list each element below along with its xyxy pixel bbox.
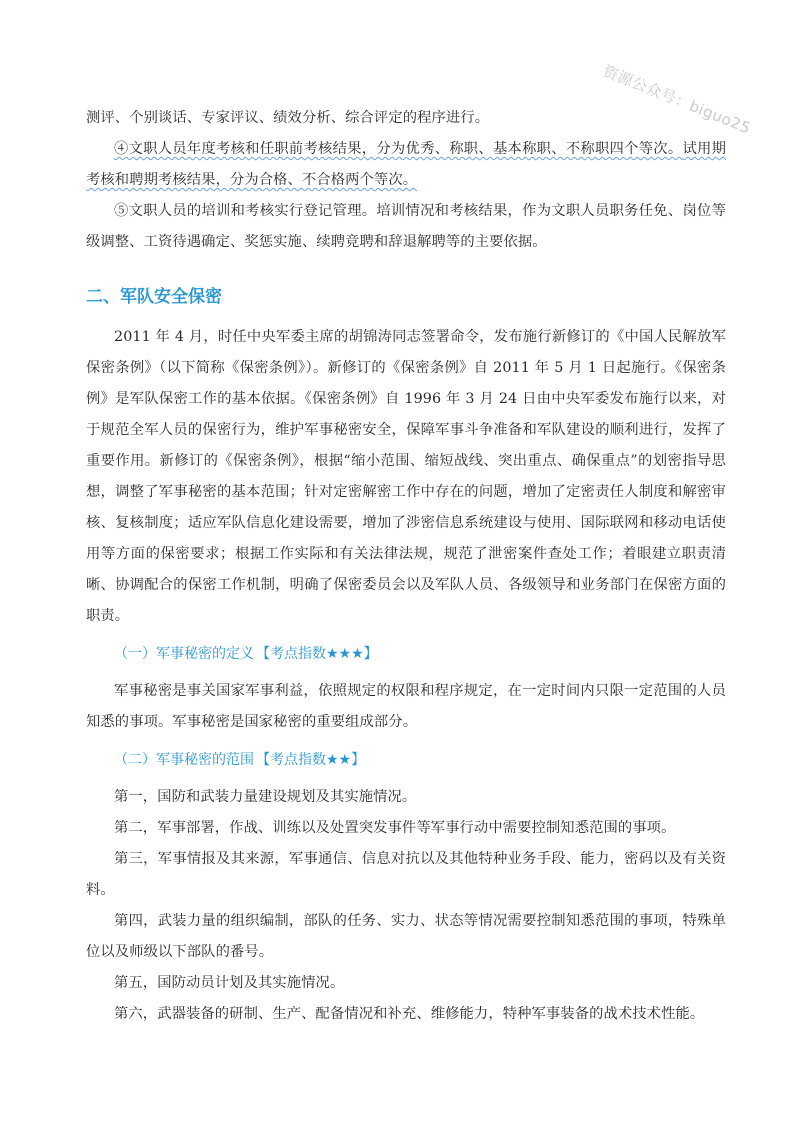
page-content [86, 103, 726, 1030]
subsection-2-rating: 【考点指数★★】 [256, 752, 366, 768]
item-4-part1: ④文职人员年度考核和任职前考核结果，分为优秀、称职、基本称职、不称职四个等次。 [114, 141, 683, 157]
section-paragraph: 2011 年 4 月，时任中央军委主席的胡锦涛同志签署命令，发布施行新修订的《中国人民解放军保密条例》（以下简称《保密条例》）。新修订的《保密条例》自 2011 年 5 月 1 日起施行。《保密条例》是军队保密工作的基本依据。《保密条例》自 1996 年 3 月 24 日由中央军委发布施行以来，对于规范全军人员的保密行为，维护军事秘密安全，保障军事斗争准备和军队建设的顺利进行，发挥了重要作用。新修订的《保密条例》，根据“缩小范围、缩短战线、突出重点、确保重点”的划密指导思想，调整了军事秘密的基本范围；针对定密解密工作中存在的问题，增加了定密责任人制度和解密审核、复核制度；适应军队信息化建设需要，增加了涉密信息系统建设与使用、国际联网和移动电话使用等方面的保密要求；根据工作实际和有关法律法规，规范了泄密案件查处工作；着眼建立职责清晰、协调配合的保密工作机制，明确了保密委员会以及军队人员、各级领导和业务部门在保密方面的职责。 [86, 329, 726, 624]
section-title: 二、军队安全保密 [86, 287, 222, 307]
subsection-2-heading [114, 742, 726, 778]
item-4 [86, 134, 726, 196]
item-5: ⑤文职人员的培训和考核实行登记管理。培训情况和考核结果，作为文职人员职务任免、岗位等级调整、工资待遇确定、奖惩实施、续聘竞聘和辞退解聘等的主要依据。 [86, 203, 726, 250]
subsection-2-title: （二）军事秘密的范围 [114, 752, 254, 768]
watermark-text: 资源公众号：biguo25 [600, 61, 754, 138]
subsection-1-heading [114, 636, 726, 672]
scope-item-5: 第五，国防动员计划及其实施情况。 [114, 975, 345, 991]
scope-item-6: 第六，武器装备的研制、生产、配备情况和补充、维修能力，特种军事装备的战术技术性能。 [114, 1006, 705, 1022]
scope-item-2: 第二，军事部署，作战、训练以及处置突发事件等军事行动中需要控制知悉范围的事项。 [114, 820, 676, 836]
scope-item-3: 第三，军事情报及其来源，军事通信、信息对抗以及其他特种业务手段、能力，密码以及有关资料。 [86, 851, 726, 898]
subsection-1-title: （一）军事秘密的定义 [114, 646, 254, 662]
intro-line: 测评、个别谈话、专家评议、绩效分析、综合评定的程序进行。 [86, 110, 490, 126]
subsection-1-rating: 【考点指数★★★】 [256, 646, 378, 662]
scope-item-4: 第四，武装力量的组织编制，部队的任务、实力、状态等情况需要控制知悉范围的事项，特殊单位以及师级以下部队的番号。 [86, 913, 726, 960]
scope-item-1: 第一，国防和武装力量建设规划及其实施情况。 [114, 789, 417, 805]
definition-paragraph: 军事秘密是事关国家军事利益，依照规定的权限和程序规定，在一定时间内只限一定范围的人员知悉的事项。军事秘密是国家秘密的重要组成部分。 [86, 683, 726, 730]
item-4-part2: 试用期考核和聘期考核结果，分为合格、不合格两个等次。 [86, 141, 726, 188]
